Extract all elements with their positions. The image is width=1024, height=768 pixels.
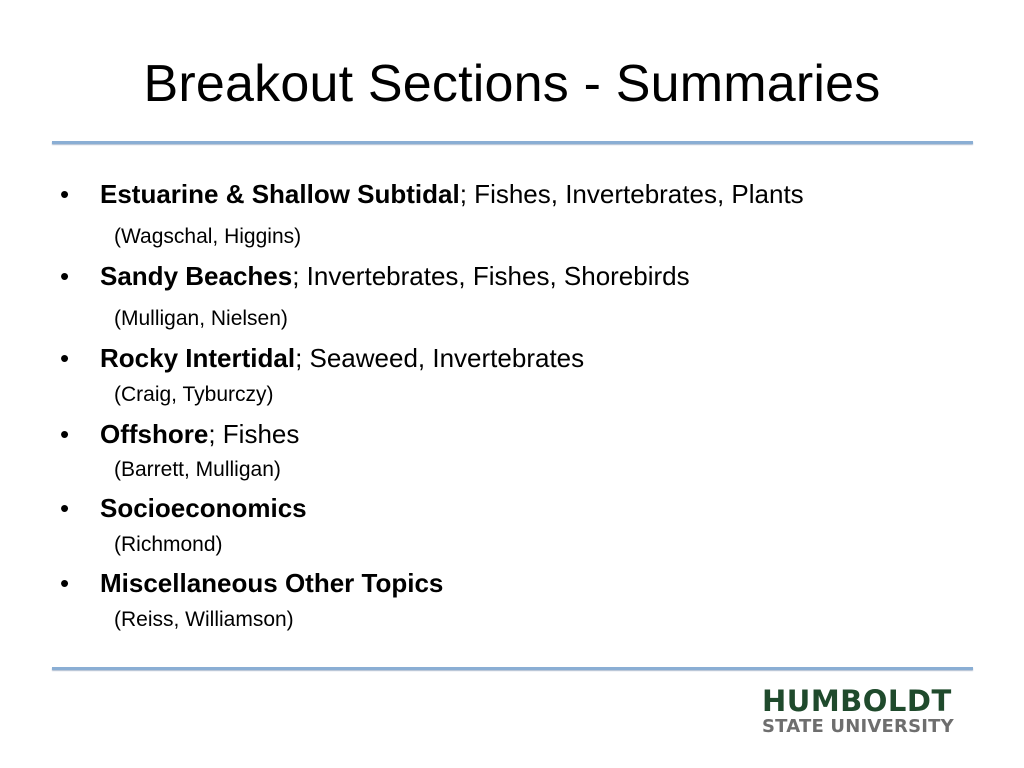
item-topics: ; Fishes, Invertebrates, Plants bbox=[459, 179, 804, 209]
logo-subtitle: STATE UNIVERSITY bbox=[762, 716, 954, 737]
item-heading: Rocky Intertidal bbox=[100, 343, 296, 373]
bullet-glyph: • bbox=[60, 419, 70, 449]
item-heading: Miscellaneous Other Topics bbox=[100, 568, 444, 598]
item-title bbox=[100, 492, 307, 524]
item-leads: (Barrett, Mulligan) bbox=[114, 458, 281, 481]
bullet-glyph: • bbox=[60, 343, 70, 373]
item-leads: (Richmond) bbox=[114, 533, 223, 556]
item-topics: ; Seaweed, Invertebrates bbox=[295, 343, 585, 373]
item-heading: Sandy Beaches bbox=[100, 261, 293, 291]
logo-wordmark: HUMBOLDT bbox=[762, 684, 952, 718]
item-heading: Offshore bbox=[100, 419, 209, 449]
item-leads: (Craig, Tyburczy) bbox=[114, 383, 274, 406]
item-topics: ; Invertebrates, Fishes, Shorebirds bbox=[292, 261, 690, 291]
item-leads: (Wagschal, Higgins) bbox=[114, 225, 302, 248]
bullet-glyph: • bbox=[60, 179, 70, 209]
humboldt-logo bbox=[762, 686, 967, 738]
slide-title: Breakout Sections - Summaries bbox=[143, 55, 881, 113]
item-heading: Socioeconomics bbox=[100, 493, 307, 523]
bottom-divider bbox=[52, 667, 973, 670]
item-topics: ; Fishes bbox=[208, 419, 300, 449]
item-leads: (Reiss, Williamson) bbox=[114, 608, 294, 631]
item-title bbox=[100, 567, 443, 599]
item-title bbox=[100, 342, 584, 374]
item-title bbox=[100, 418, 299, 450]
bullet-glyph: • bbox=[60, 568, 70, 598]
bullet-glyph: • bbox=[60, 493, 70, 523]
item-title bbox=[100, 260, 690, 292]
item-title bbox=[100, 178, 804, 210]
item-heading: Estuarine & Shallow Subtidal bbox=[100, 179, 460, 209]
item-leads: (Mulligan, Nielsen) bbox=[114, 307, 288, 330]
bullet-glyph: • bbox=[60, 261, 70, 291]
